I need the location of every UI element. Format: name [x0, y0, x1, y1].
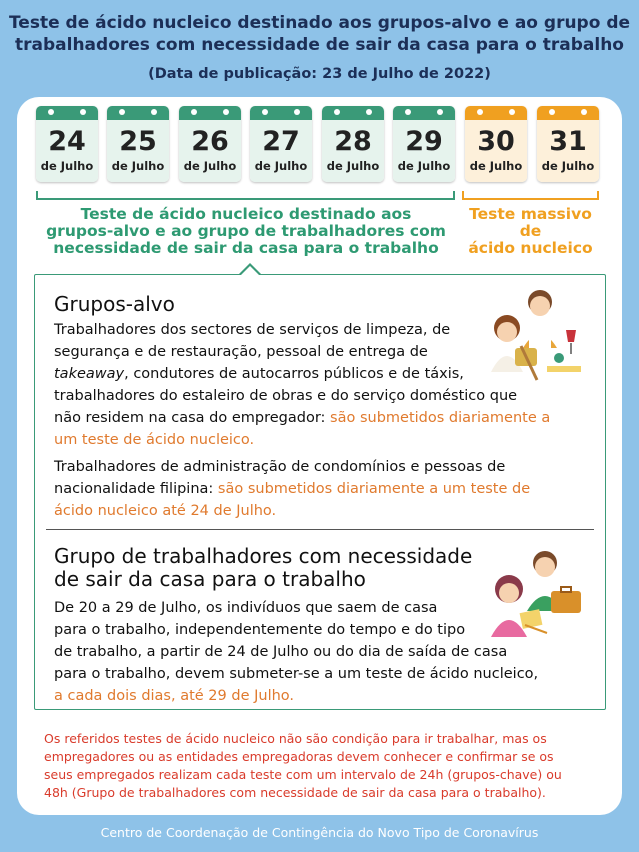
label-mass-line-2: ácido nucleico [468, 239, 593, 257]
tray-icon [547, 366, 581, 372]
calendar-day-25 [107, 106, 169, 182]
calendar-day-28 [322, 106, 384, 182]
calendar-day-number: 25 [119, 126, 157, 157]
note-line: 48h (Grupo de trabalhadores com necessidade de sair da casa para o trabalho). [44, 785, 546, 800]
calendar-month: de Julho [40, 159, 94, 173]
text-line: Trabalhadores de administração de condomínios e pessoas de [54, 459, 506, 475]
calendar-month: de Julho [254, 159, 308, 173]
calendar-day-number: 29 [405, 126, 443, 157]
briefcase-icon [551, 591, 581, 613]
label-mass-line-1: Teste massivo de [469, 205, 592, 240]
section-heading-commuting-workers [54, 545, 524, 591]
text-line: De 20 a 29 de Julho, os indivíduos que saem de casa [54, 600, 438, 616]
title-line-2: trabalhadores com necessidade de sair da casa para o trabalho [15, 35, 624, 55]
label-targeted-line-2: grupos-alvo e ao grupo de trabalhadores com [46, 222, 446, 240]
calendar-day-number: 30 [477, 126, 515, 157]
italic-term: takeaway [54, 366, 125, 382]
office-workers-illustration [485, 547, 590, 642]
note-line: empregadores ou as entidades empregadoras devem conhecer e confirmar se os [44, 749, 554, 764]
publication-date: (Data de publicação: 23 de Julho de 2022) [148, 66, 491, 82]
text-fragment: , condutores de autocarros públicos e de táxis, [124, 366, 464, 382]
section-divider [46, 529, 594, 530]
calendar-month: de Julho [397, 159, 451, 173]
text-line [54, 478, 584, 500]
heading-line: de sair da casa para o trabalho [54, 567, 366, 591]
label-targeted-testing [40, 206, 452, 257]
page-title [0, 12, 639, 56]
bracket-mass [462, 191, 599, 200]
calendar-month: de Julho [541, 159, 595, 173]
calendar-day-number: 24 [48, 126, 86, 157]
calendar-day-number: 28 [334, 126, 372, 157]
calendar-day-number: 31 [549, 126, 587, 157]
highlight-text: um teste de ácido nucleico. [54, 432, 255, 448]
calendar-day-26 [179, 106, 241, 182]
text-line: trabalhadores do estaleiro de obras e do serviço doméstico que [54, 388, 518, 404]
disclaimer-note [44, 730, 604, 802]
text-line: para o trabalho, independentemente do tempo e do tipo [54, 622, 466, 638]
calendar-day-24 [36, 106, 98, 182]
box-pointer-inner [240, 266, 260, 276]
text-fragment: não residem na casa do empregador: [54, 410, 331, 426]
calendar-day-number: 26 [191, 126, 229, 157]
calendar-month: de Julho [326, 159, 380, 173]
highlight-text: são submetidos diariamente a [330, 410, 551, 426]
text-line: Trabalhadores dos sectores de serviços de limpeza, de [54, 322, 451, 338]
highlight-text: a cada dois dias, até 29 de Julho. [54, 688, 295, 704]
bracket-targeted [36, 191, 455, 200]
calendar-day-29 [393, 106, 455, 182]
calendar-month: de Julho [469, 159, 523, 173]
label-targeted-line-1: Teste de ácido nucleico destinado aos [80, 205, 412, 223]
wine-glass-icon [566, 330, 576, 342]
service-workers-illustration [485, 288, 590, 388]
text-line: para o trabalho, devem submeter-se a um teste de ácido nucleico, [54, 666, 539, 682]
calendar-day-30 [465, 106, 527, 182]
calendar-day-31 [537, 106, 599, 182]
text-line: de trabalho, a partir de 24 de Julho ou do dia de saída de casa [54, 644, 508, 660]
highlight-text: ácido nucleico até 24 de Julho. [54, 503, 277, 519]
target-groups-paragraph-2 [54, 456, 584, 522]
label-mass-testing [458, 206, 603, 257]
section-heading-target-groups: Grupos-alvo [54, 292, 175, 316]
note-line: seus empregados realizam cada teste com um intervalo de 24h (grupos-chave) ou [44, 767, 562, 782]
footer-organization: Centro de Coordenação de Contingência do Novo Tipo de Coronavírus [100, 825, 539, 840]
folder-icon [520, 609, 543, 629]
text-line: segurança e de restauração, pessoal de entrega de [54, 344, 428, 360]
calendar-month: de Julho [111, 159, 165, 173]
heading-line: Grupo de trabalhadores com necessidade [54, 544, 473, 568]
calendar-day-27 [250, 106, 312, 182]
highlight-text: são submetidos diariamente a um teste de [217, 481, 531, 497]
note-line: Os referidos testes de ácido nucleico não são condição para ir trabalhar, mas os [44, 731, 547, 746]
text-fragment: nacionalidade filipina: [54, 481, 218, 497]
label-targeted-line-3: necessidade de sair da casa para o trabalho [53, 239, 439, 257]
calendar-day-number: 27 [262, 126, 300, 157]
title-line-1: Teste de ácido nucleico destinado aos grupos-alvo e ao grupo de [8, 13, 631, 33]
text-line [54, 407, 584, 429]
calendar-month: de Julho [183, 159, 237, 173]
